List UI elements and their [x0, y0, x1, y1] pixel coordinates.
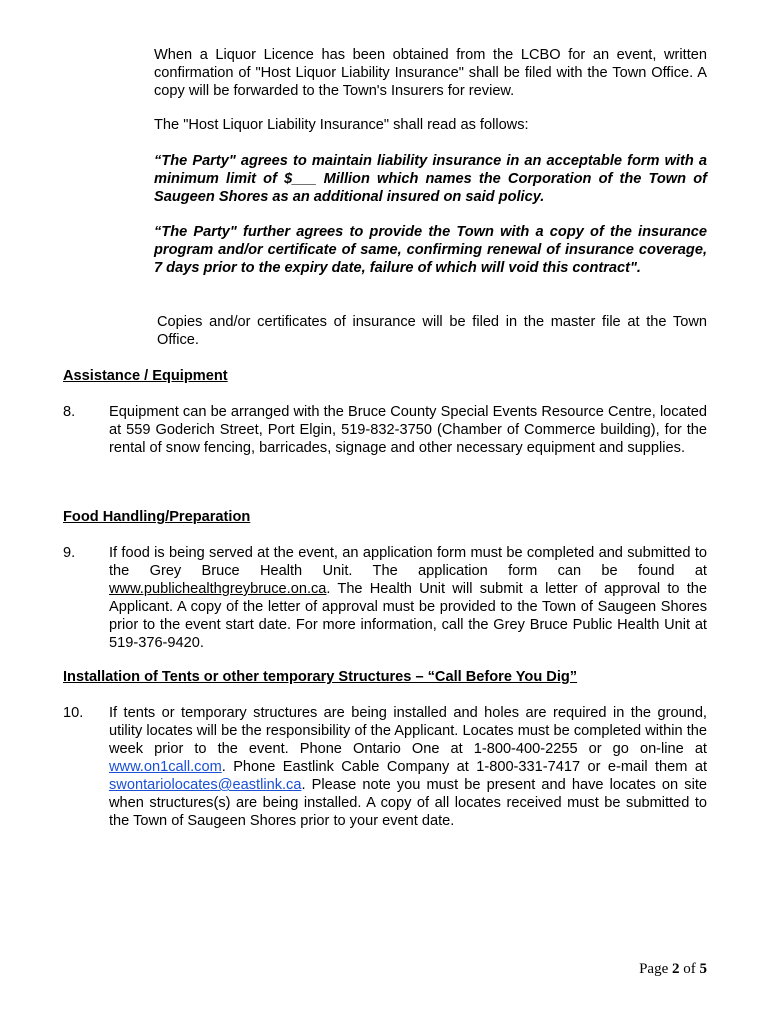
item-number-10: 10. — [63, 705, 84, 721]
food-handling-heading: Food Handling/Preparation — [63, 509, 251, 525]
current-page-number: 2 — [672, 961, 680, 977]
copies-paragraph: Copies and/or certificates of insurance will be filed in the master file at the Town Office. — [157, 314, 707, 348]
of-word: of — [683, 961, 696, 977]
insurance-quote-1: “The Party" agrees to maintain liability insurance in an acceptable form with a minimum limit of $___ Million which names the Corporation of the Town of Saugeen Shores as an additional insured on said policy. — [154, 153, 707, 205]
food-text-before: If food is being served at the event, an application form must be completed and submitted to the Grey Bruce Health Unit. The application form can be found at — [109, 545, 707, 579]
item-number-9: 9. — [63, 545, 76, 561]
tents-text-part3: . Please note you must be present and have locates on site when structures(s) are being installed. A copy of all locates received must be submitted to the Town of Saugeen Shores prior to your event date. — [109, 777, 707, 829]
assistance-equipment-heading: Assistance / Equipment — [63, 368, 228, 384]
food-text-after: . The Health Unit will submit a letter of approval to the Applicant. A copy of the letter of approval must be provided to the Town of Saugeen Shores prior to the event start date. For more information, call the Grey Bruce Public Health Unit at 519-376-9420. — [109, 581, 707, 651]
equipment-paragraph: Equipment can be arranged with the Bruce County Special Events Resource Centre, located at 559 Goderich Street, Port Elgin, 519-832-3750 (Chamber of Commerce building), for the rental of snow fencing, barricades, signage and other necessary equipment and supplies. — [109, 404, 707, 456]
eastlink-email-link[interactable]: swontariolocates@eastlink.ca — [109, 777, 302, 793]
on1call-link[interactable]: www.on1call.com — [109, 759, 222, 775]
insurance-wording-intro: The "Host Liquor Liability Insurance" shall read as follows: — [154, 117, 529, 133]
page-word: Page — [639, 961, 669, 977]
tents-paragraph — [109, 704, 707, 830]
tents-text-part1: If tents or temporary structures are being installed and holes are required in the ground, utility locates will be the responsibility of the Applicant. Locates must be completed within the week prior to the event. Phone Ontario One at 1-800-400-2255 or go on-line at — [109, 705, 707, 757]
tents-structures-heading: Installation of Tents or other temporary Structures – “Call Before You Dig” — [63, 669, 578, 685]
item-number-8: 8. — [63, 404, 76, 420]
tents-text-part2: . Phone Eastlink Cable Company at 1-800-331-7417 or e-mail them at — [221, 759, 707, 775]
total-pages-number: 5 — [699, 961, 707, 977]
insurance-quote-2: “The Party" further agrees to provide the Town with a copy of the insurance program and/or certificate of same, confirming renewal of insurance coverage, 7 days prior to the expiry date, failure of which will void this contract". — [154, 224, 707, 276]
page-number-footer — [639, 960, 707, 978]
liquor-licence-paragraph: When a Liquor Licence has been obtained from the LCBO for an event, written confirmation of "Host Liquor Liability Insurance" shall be filed with the Town Office. A copy will be forwarded to the Town's Insurers for review. — [154, 47, 707, 99]
food-paragraph — [109, 544, 707, 652]
public-health-link[interactable]: www.publichealthgreybruce.on.ca — [109, 581, 327, 597]
